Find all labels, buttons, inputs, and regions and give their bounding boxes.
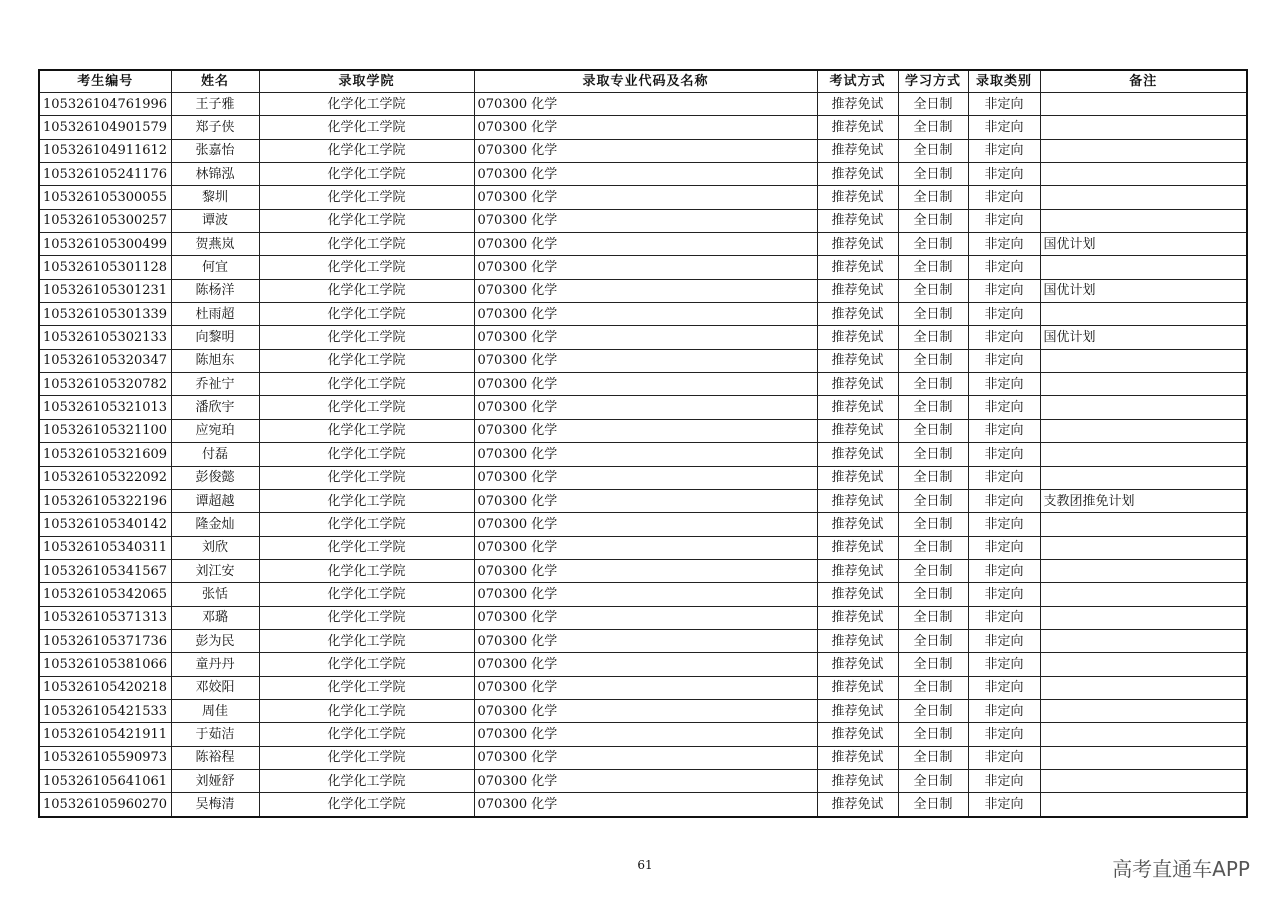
cell-exam-id: 105326105320782 [39,373,171,396]
cell-college: 化学化工学院 [259,653,474,676]
cell-college: 化学化工学院 [259,326,474,349]
cell-exam-type: 推荐免试 [817,489,898,512]
cell-category: 非定向 [968,163,1040,186]
cell-category: 非定向 [968,303,1040,326]
cell-exam-type: 推荐免试 [817,209,898,232]
cell-remarks [1040,373,1247,396]
cell-college: 化学化工学院 [259,466,474,489]
cell-category: 非定向 [968,513,1040,536]
cell-major: 070300 化学 [474,793,817,817]
cell-exam-id: 105326105342065 [39,583,171,606]
cell-exam-type: 推荐免试 [817,139,898,162]
cell-exam-id: 105326105421533 [39,699,171,722]
cell-exam-id: 105326105340142 [39,513,171,536]
cell-major: 070300 化学 [474,513,817,536]
cell-major: 070300 化学 [474,723,817,746]
cell-exam-type: 推荐免试 [817,746,898,769]
cell-category: 非定向 [968,793,1040,817]
cell-category: 非定向 [968,583,1040,606]
cell-major: 070300 化学 [474,326,817,349]
cell-college: 化学化工学院 [259,723,474,746]
header-name: 姓名 [171,70,259,93]
cell-name: 邓姣阳 [171,676,259,699]
cell-college: 化学化工学院 [259,93,474,116]
header-study-mode: 学习方式 [898,70,968,93]
cell-name: 林锦泓 [171,163,259,186]
cell-study-mode: 全日制 [898,699,968,722]
table-row [39,513,1247,536]
cell-major: 070300 化学 [474,443,817,466]
table-row [39,746,1247,769]
cell-major: 070300 化学 [474,629,817,652]
cell-college: 化学化工学院 [259,303,474,326]
cell-study-mode: 全日制 [898,536,968,559]
cell-exam-type: 推荐免试 [817,349,898,372]
cell-study-mode: 全日制 [898,723,968,746]
cell-exam-id: 105326105300257 [39,209,171,232]
cell-study-mode: 全日制 [898,746,968,769]
cell-college: 化学化工学院 [259,209,474,232]
cell-study-mode: 全日制 [898,793,968,817]
table-row [39,349,1247,372]
table-row [39,116,1247,139]
cell-major: 070300 化学 [474,256,817,279]
cell-major: 070300 化学 [474,536,817,559]
cell-major: 070300 化学 [474,489,817,512]
cell-name: 张嘉怡 [171,139,259,162]
cell-category: 非定向 [968,93,1040,116]
cell-study-mode: 全日制 [898,139,968,162]
cell-major: 070300 化学 [474,653,817,676]
cell-exam-type: 推荐免试 [817,583,898,606]
cell-study-mode: 全日制 [898,303,968,326]
table-row [39,163,1247,186]
table-row [39,326,1247,349]
cell-major: 070300 化学 [474,349,817,372]
cell-study-mode: 全日制 [898,233,968,256]
cell-name: 邓璐 [171,606,259,629]
cell-study-mode: 全日制 [898,583,968,606]
cell-category: 非定向 [968,373,1040,396]
cell-remarks [1040,746,1247,769]
table-row [39,676,1247,699]
cell-college: 化学化工学院 [259,513,474,536]
cell-category: 非定向 [968,326,1040,349]
cell-remarks [1040,163,1247,186]
cell-study-mode: 全日制 [898,513,968,536]
cell-major: 070300 化学 [474,93,817,116]
cell-major: 070300 化学 [474,139,817,162]
cell-remarks [1040,186,1247,209]
cell-major: 070300 化学 [474,419,817,442]
cell-name: 童丹丹 [171,653,259,676]
cell-remarks [1040,676,1247,699]
cell-college: 化学化工学院 [259,746,474,769]
cell-exam-id: 105326104901579 [39,116,171,139]
cell-major: 070300 化学 [474,116,817,139]
cell-exam-id: 105326105371313 [39,606,171,629]
table-row [39,233,1247,256]
cell-study-mode: 全日制 [898,769,968,792]
cell-name: 贺燕岚 [171,233,259,256]
table-row [39,699,1247,722]
cell-college: 化学化工学院 [259,629,474,652]
table-header [39,70,1247,93]
table-row [39,303,1247,326]
cell-study-mode: 全日制 [898,373,968,396]
cell-college: 化学化工学院 [259,489,474,512]
cell-remarks: 国优计划 [1040,326,1247,349]
cell-remarks [1040,513,1247,536]
cell-exam-id: 105326105960270 [39,793,171,817]
cell-name: 陈裕程 [171,746,259,769]
header-category: 录取类别 [968,70,1040,93]
cell-college: 化学化工学院 [259,233,474,256]
cell-college: 化学化工学院 [259,443,474,466]
cell-major: 070300 化学 [474,466,817,489]
cell-category: 非定向 [968,186,1040,209]
admission-table [38,69,1248,818]
cell-name: 郑子侠 [171,116,259,139]
table-row [39,256,1247,279]
cell-category: 非定向 [968,116,1040,139]
cell-name: 杜雨超 [171,303,259,326]
table-row [39,723,1247,746]
table-body [39,93,1247,818]
table-row [39,536,1247,559]
header-remarks: 备注 [1040,70,1247,93]
cell-name: 应宛珀 [171,419,259,442]
cell-study-mode: 全日制 [898,116,968,139]
cell-remarks [1040,443,1247,466]
cell-exam-type: 推荐免试 [817,699,898,722]
cell-major: 070300 化学 [474,396,817,419]
cell-study-mode: 全日制 [898,653,968,676]
cell-exam-id: 105326105241176 [39,163,171,186]
table-row [39,606,1247,629]
cell-remarks: 支教团推免计划 [1040,489,1247,512]
cell-category: 非定向 [968,723,1040,746]
cell-remarks [1040,466,1247,489]
cell-study-mode: 全日制 [898,326,968,349]
cell-name: 何宜 [171,256,259,279]
cell-remarks [1040,303,1247,326]
header-row [39,70,1247,93]
cell-remarks [1040,606,1247,629]
cell-remarks: 国优计划 [1040,233,1247,256]
cell-college: 化学化工学院 [259,256,474,279]
cell-category: 非定向 [968,279,1040,302]
cell-remarks [1040,629,1247,652]
cell-study-mode: 全日制 [898,279,968,302]
cell-exam-type: 推荐免试 [817,396,898,419]
cell-exam-id: 105326105301339 [39,303,171,326]
cell-exam-type: 推荐免试 [817,233,898,256]
cell-major: 070300 化学 [474,373,817,396]
cell-exam-type: 推荐免试 [817,279,898,302]
page-number: 61 [637,858,653,872]
cell-study-mode: 全日制 [898,559,968,582]
table-row [39,466,1247,489]
cell-major: 070300 化学 [474,746,817,769]
cell-name: 王子雅 [171,93,259,116]
cell-exam-id: 105326105322196 [39,489,171,512]
cell-category: 非定向 [968,443,1040,466]
cell-remarks [1040,349,1247,372]
cell-major: 070300 化学 [474,163,817,186]
cell-study-mode: 全日制 [898,419,968,442]
cell-exam-type: 推荐免试 [817,116,898,139]
cell-remarks [1040,396,1247,419]
header-college: 录取学院 [259,70,474,93]
cell-exam-type: 推荐免试 [817,606,898,629]
cell-college: 化学化工学院 [259,349,474,372]
cell-exam-id: 105326105301128 [39,256,171,279]
cell-study-mode: 全日制 [898,163,968,186]
cell-exam-type: 推荐免试 [817,653,898,676]
cell-name: 彭为民 [171,629,259,652]
cell-exam-id: 105326105321013 [39,396,171,419]
cell-exam-type: 推荐免试 [817,93,898,116]
cell-exam-id: 105326105420218 [39,676,171,699]
cell-category: 非定向 [968,349,1040,372]
cell-name: 陈旭东 [171,349,259,372]
cell-exam-type: 推荐免试 [817,256,898,279]
cell-exam-type: 推荐免试 [817,676,898,699]
cell-study-mode: 全日制 [898,466,968,489]
header-exam-type: 考试方式 [817,70,898,93]
cell-remarks [1040,793,1247,817]
cell-exam-id: 105326105381066 [39,653,171,676]
cell-category: 非定向 [968,536,1040,559]
cell-college: 化学化工学院 [259,769,474,792]
cell-category: 非定向 [968,769,1040,792]
cell-college: 化学化工学院 [259,699,474,722]
cell-category: 非定向 [968,139,1040,162]
table-row [39,653,1247,676]
cell-exam-id: 105326104911612 [39,139,171,162]
cell-exam-id: 105326105341567 [39,559,171,582]
cell-category: 非定向 [968,653,1040,676]
cell-exam-id: 105326105371736 [39,629,171,652]
cell-exam-type: 推荐免试 [817,769,898,792]
cell-category: 非定向 [968,629,1040,652]
cell-exam-id: 105326105322092 [39,466,171,489]
cell-exam-id: 105326105340311 [39,536,171,559]
cell-remarks [1040,139,1247,162]
cell-major: 070300 化学 [474,233,817,256]
cell-college: 化学化工学院 [259,793,474,817]
cell-exam-type: 推荐免试 [817,373,898,396]
cell-college: 化学化工学院 [259,676,474,699]
cell-major: 070300 化学 [474,583,817,606]
cell-college: 化学化工学院 [259,186,474,209]
table-row [39,559,1247,582]
cell-exam-type: 推荐免试 [817,419,898,442]
cell-college: 化学化工学院 [259,583,474,606]
cell-exam-type: 推荐免试 [817,466,898,489]
cell-category: 非定向 [968,396,1040,419]
cell-exam-type: 推荐免试 [817,326,898,349]
cell-name: 谭波 [171,209,259,232]
cell-remarks [1040,419,1247,442]
cell-major: 070300 化学 [474,699,817,722]
table-row [39,279,1247,302]
cell-name: 谭超越 [171,489,259,512]
watermark: 高考直通车APP [1112,857,1250,881]
cell-exam-type: 推荐免试 [817,513,898,536]
cell-category: 非定向 [968,699,1040,722]
cell-exam-type: 推荐免试 [817,163,898,186]
cell-major: 070300 化学 [474,606,817,629]
cell-exam-id: 105326105421911 [39,723,171,746]
cell-study-mode: 全日制 [898,93,968,116]
cell-name: 隆金灿 [171,513,259,536]
cell-category: 非定向 [968,676,1040,699]
table-row [39,489,1247,512]
cell-category: 非定向 [968,419,1040,442]
header-exam-id: 考生编号 [39,70,171,93]
cell-major: 070300 化学 [474,769,817,792]
cell-remarks: 国优计划 [1040,279,1247,302]
table-row [39,139,1247,162]
cell-exam-id: 105326105590973 [39,746,171,769]
cell-college: 化学化工学院 [259,279,474,302]
cell-name: 陈杨洋 [171,279,259,302]
cell-category: 非定向 [968,256,1040,279]
cell-study-mode: 全日制 [898,489,968,512]
cell-name: 吴梅清 [171,793,259,817]
cell-name: 刘江安 [171,559,259,582]
cell-category: 非定向 [968,489,1040,512]
cell-study-mode: 全日制 [898,209,968,232]
cell-exam-type: 推荐免试 [817,723,898,746]
cell-major: 070300 化学 [474,186,817,209]
cell-remarks [1040,93,1247,116]
cell-category: 非定向 [968,559,1040,582]
cell-remarks [1040,583,1247,606]
cell-exam-id: 105326104761996 [39,93,171,116]
cell-name: 向黎明 [171,326,259,349]
table-row [39,793,1247,817]
cell-name: 刘娅舒 [171,769,259,792]
cell-exam-type: 推荐免试 [817,186,898,209]
cell-exam-type: 推荐免试 [817,303,898,326]
cell-major: 070300 化学 [474,559,817,582]
cell-name: 刘欣 [171,536,259,559]
cell-college: 化学化工学院 [259,163,474,186]
cell-exam-id: 105326105300499 [39,233,171,256]
cell-college: 化学化工学院 [259,606,474,629]
cell-college: 化学化工学院 [259,536,474,559]
cell-exam-id: 105326105300055 [39,186,171,209]
cell-remarks [1040,256,1247,279]
cell-college: 化学化工学院 [259,396,474,419]
cell-category: 非定向 [968,746,1040,769]
cell-name: 潘欣宇 [171,396,259,419]
cell-exam-id: 105326105321100 [39,419,171,442]
cell-category: 非定向 [968,209,1040,232]
cell-study-mode: 全日制 [898,443,968,466]
cell-exam-type: 推荐免试 [817,559,898,582]
cell-exam-type: 推荐免试 [817,629,898,652]
cell-remarks [1040,723,1247,746]
cell-name: 乔祉宁 [171,373,259,396]
table-row [39,443,1247,466]
cell-study-mode: 全日制 [898,256,968,279]
cell-exam-id: 105326105301231 [39,279,171,302]
cell-name: 付磊 [171,443,259,466]
cell-name: 彭俊懿 [171,466,259,489]
cell-college: 化学化工学院 [259,373,474,396]
cell-remarks [1040,699,1247,722]
cell-name: 黎圳 [171,186,259,209]
cell-major: 070300 化学 [474,676,817,699]
cell-study-mode: 全日制 [898,349,968,372]
cell-study-mode: 全日制 [898,606,968,629]
cell-exam-id: 105326105320347 [39,349,171,372]
cell-study-mode: 全日制 [898,186,968,209]
cell-college: 化学化工学院 [259,419,474,442]
cell-category: 非定向 [968,233,1040,256]
cell-remarks [1040,653,1247,676]
cell-major: 070300 化学 [474,279,817,302]
table-row [39,419,1247,442]
cell-category: 非定向 [968,606,1040,629]
cell-college: 化学化工学院 [259,116,474,139]
cell-exam-id: 105326105321609 [39,443,171,466]
cell-exam-type: 推荐免试 [817,443,898,466]
cell-exam-type: 推荐免试 [817,793,898,817]
cell-remarks [1040,769,1247,792]
cell-name: 周佳 [171,699,259,722]
table-row [39,186,1247,209]
cell-study-mode: 全日制 [898,396,968,419]
cell-remarks [1040,116,1247,139]
cell-college: 化学化工学院 [259,139,474,162]
cell-remarks [1040,559,1247,582]
cell-study-mode: 全日制 [898,676,968,699]
table-row [39,396,1247,419]
cell-major: 070300 化学 [474,303,817,326]
table-row [39,583,1247,606]
cell-category: 非定向 [968,466,1040,489]
cell-name: 张恬 [171,583,259,606]
table-row [39,209,1247,232]
cell-exam-type: 推荐免试 [817,536,898,559]
cell-exam-id: 105326105302133 [39,326,171,349]
table-row [39,93,1247,116]
cell-study-mode: 全日制 [898,629,968,652]
cell-remarks [1040,536,1247,559]
cell-major: 070300 化学 [474,209,817,232]
cell-college: 化学化工学院 [259,559,474,582]
cell-exam-id: 105326105641061 [39,769,171,792]
cell-name: 于茹洁 [171,723,259,746]
cell-remarks [1040,209,1247,232]
table-row [39,629,1247,652]
table-row [39,373,1247,396]
table-row [39,769,1247,792]
header-major: 录取专业代码及名称 [474,70,817,93]
